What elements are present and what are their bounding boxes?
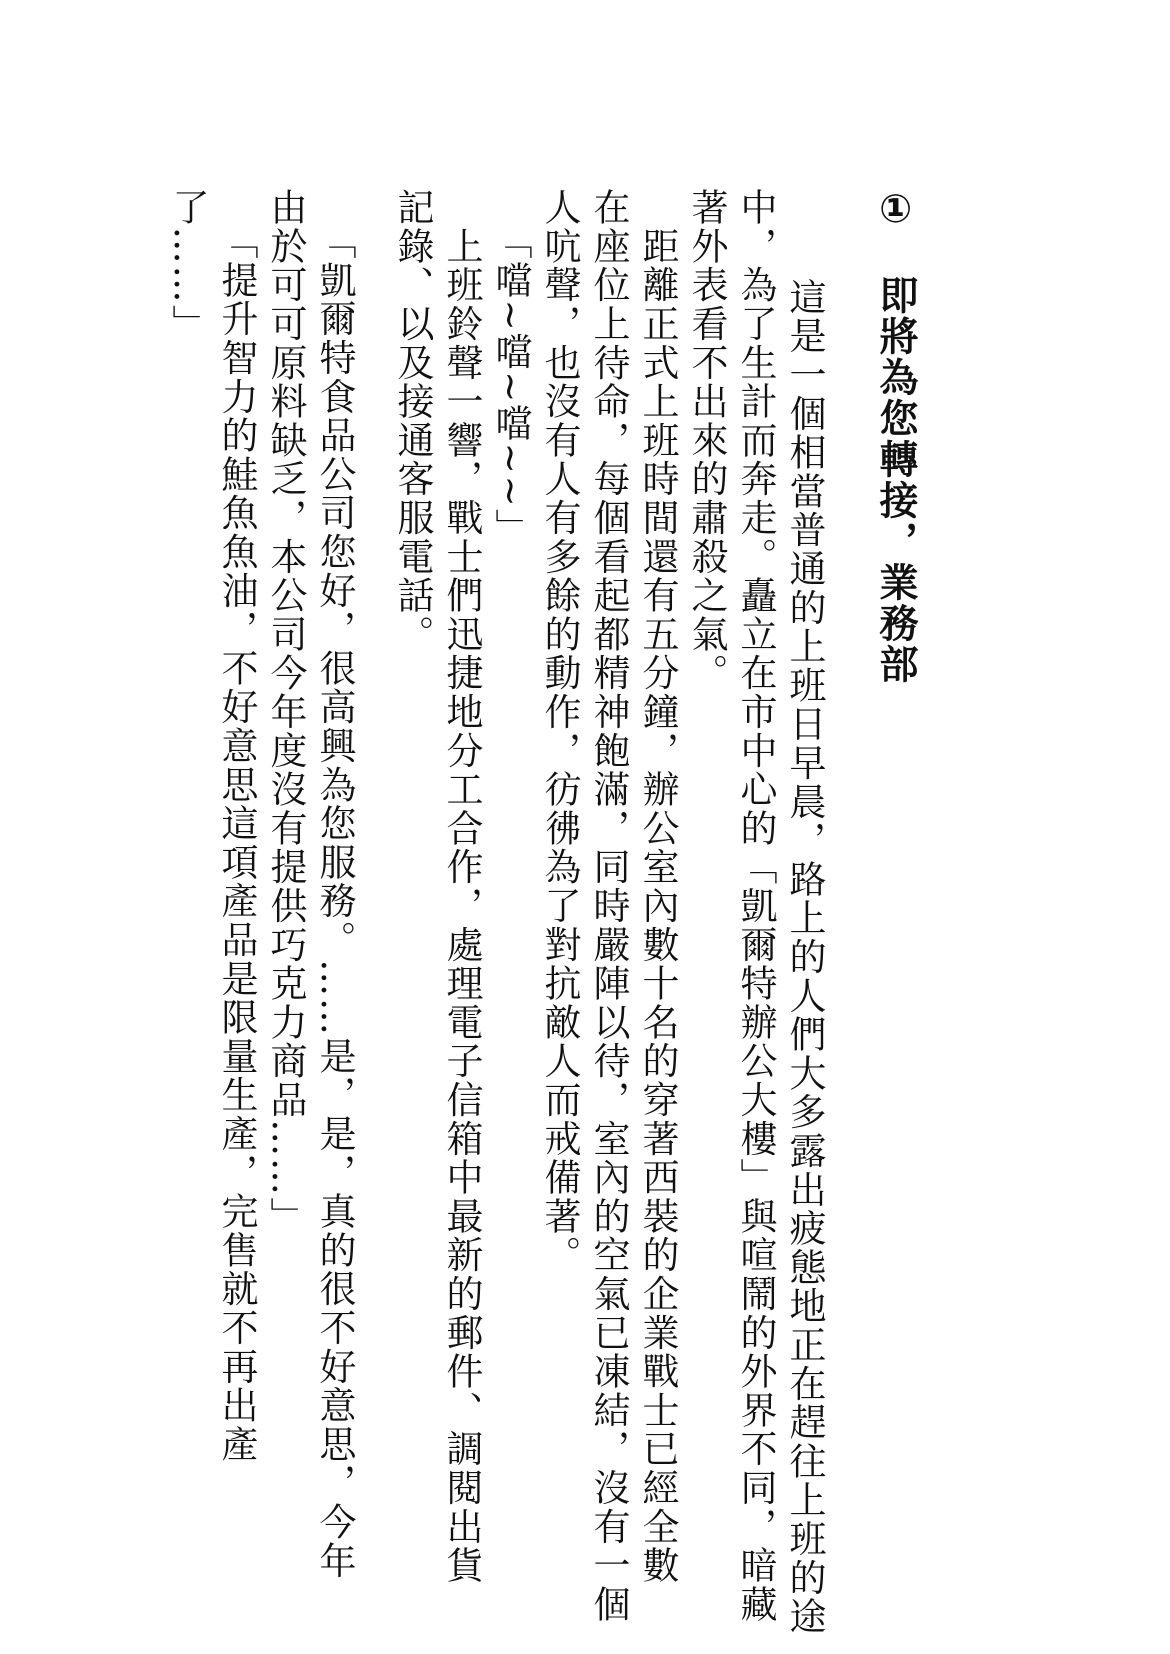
text-column: 由於可可原料缺乏，本公司今年度沒有提供巧克力商品……」 [264,188,307,1236]
text-column: 中，為了生計而奔走。矗立在市中心的「凱爾特辦公大樓」與喧鬧的外界不同，暗藏 [734,188,777,1624]
text-column: 了……」 [166,188,209,344]
text-column: 著外表看不出來的肅殺之氣。 [685,188,728,693]
text-column: 在座位上待命，每個看起都精神飽滿，同時嚴陣以待，室內的空氣已凍結，沒有一個 [587,188,630,1624]
text-column: 「提升智力的鮭魚魚油，不好意思這項產品是限量生產，完售就不再出產 [215,222,258,1464]
text-column: 這是一個相當普通的上班日早晨，路上的人們大多露出疲態地正在趕往上班的途 [783,239,826,1636]
text-column: 「凱爾特食品公司您好，很高興為您服務。……是，是，真的很不好意思，今年 [313,222,356,1580]
text-column: 記錄、以及接通客服電話。 [391,188,434,654]
text-column: 「噹~噹~噹~~」 [489,222,532,548]
text-column: 上班鈴聲一響，戰士們迅捷地分工合作，處理電子信箱中最新的郵件、調閱出貨 [440,188,483,1585]
text-column: 距離正式上班時間還有五分鐘，辦公室內數十名的穿著西裝的企業戰士已經全數 [636,188,679,1585]
text-column: 人吭聲，也沒有人有多餘的動作，彷彿為了對抗敵人而戒備著。 [538,188,581,1275]
chapter-title: ① 即將為您轉接，業務部 [873,187,918,685]
